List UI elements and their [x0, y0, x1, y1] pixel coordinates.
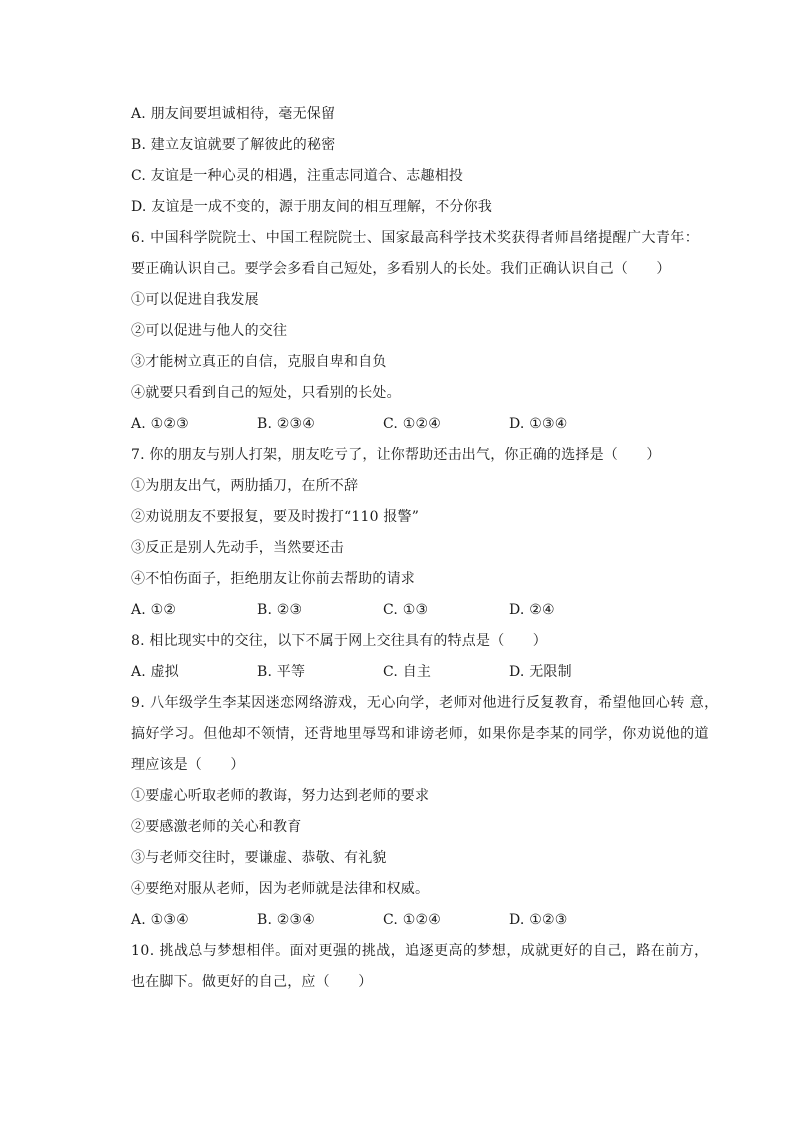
q7-choices: [131, 595, 714, 626]
q6-choice-b: B. ②③④: [257, 416, 316, 432]
q7-statement-1: ①为朋友出气，两肋插刀，在所不辞: [131, 478, 359, 494]
question-10: [131, 936, 714, 998]
q7-statement-2: ②劝说朋友不要报复，要及时拨打“110 报警”: [131, 509, 420, 525]
q8-choice-c: C. 自主: [383, 664, 432, 680]
q6-statement-3: ③才能树立真正的自信，克服自卑和自负: [131, 354, 387, 370]
q9-stem-line-2: 搞好学习。但他却不领情，还背地里辱骂和诽谤老师，如果你是李某的同学，你劝说他的道: [131, 726, 709, 742]
q9-choice-d: D. ①②③: [509, 912, 568, 928]
q5-option-a: A. 朋友间要坦诚相待，毫无保留: [131, 106, 336, 122]
q6-statement-1: ①可以促进自我发展: [131, 292, 259, 308]
q5-option-c: C. 友谊是一种心灵的相遇，注重志同道合、志趣相投: [131, 168, 464, 184]
q8-choices: [131, 657, 714, 688]
q6-statement-2: ②可以促进与他人的交往: [131, 323, 288, 339]
q9-statement-1: ①要虚心听取老师的教诲，努力达到老师的要求: [131, 788, 430, 804]
q6-stem-line-2: 要正确认识自己。要学会多看自己短处，多看别人的长处。我们正确认识自己（ ）: [131, 261, 671, 277]
q7-stem-line-1: 7. 你的朋友与别人打架，朋友吃亏了，让你帮助还击出气，你正确的选择是（ ）: [131, 447, 661, 463]
q10-stem-line-2: 也在脚下。做更好的自己，应（ ）: [131, 974, 373, 990]
q7-choice-b: B. ②③: [257, 602, 303, 618]
q9-stem-line-1: 9. 八年级学生李某因迷恋网络游戏，无心向学，老师对他进行反复教育，希望他回心转 意，: [131, 695, 719, 711]
question-7: [131, 440, 714, 626]
q6-choices: [131, 409, 714, 440]
q8-stem-line-1: 8. 相比现实中的交往，以下不属于网上交往具有的特点是（ ）: [131, 633, 548, 649]
q9-statement-2: ②要感激老师的关心和教育: [131, 819, 302, 835]
q6-choice-c: C. ①②④: [383, 416, 441, 432]
q7-choice-c: C. ①③: [383, 602, 429, 618]
q6-choice-d: D. ①③④: [509, 416, 568, 432]
question-8: [131, 626, 714, 688]
q7-statement-4: ④不怕伤面子，拒绝朋友让你前去帮助的请求: [131, 571, 415, 587]
q8-choice-d: D. 无限制: [509, 664, 572, 680]
q5-option-d: D. 友谊是一成不变的，源于朋友间的相互理解，不分你我: [131, 199, 493, 215]
q9-statement-4: ④要绝对服从老师，因为老师就是法律和权威。: [131, 881, 430, 897]
q8-choice-a: A. 虚拟: [131, 664, 180, 680]
q9-choice-a: A. ①③④: [131, 912, 189, 928]
q9-stem-line-3: 理应该是（ ）: [131, 757, 245, 773]
question-9: [131, 688, 719, 936]
q9-choice-c: C. ①②④: [383, 912, 441, 928]
q9-choices: [131, 905, 714, 936]
q8-choice-b: B. 平等: [257, 664, 306, 680]
q7-choice-d: D. ②④: [509, 602, 555, 618]
q9-choice-b: B. ②③④: [257, 912, 316, 928]
q7-choice-a: A. ①②: [131, 602, 177, 618]
q9-statement-3: ③与老师交往时，要谦虚、恭敬、有礼貌: [131, 850, 387, 866]
q10-stem-line-1: 10. 挑战总与梦想相伴。面对更强的挑战，追逐更高的梦想，成就更好的自己，路在前方，: [131, 943, 709, 959]
question-6: [131, 223, 714, 440]
q6-choice-a: A. ①②③: [131, 416, 189, 432]
question-5-options: [131, 99, 714, 223]
q6-stem-line-1: 6. 中国科学院院士、中国工程院院士、国家最高科学技术奖获得者师昌绪提醒广大青年：: [131, 230, 700, 246]
q6-statement-4: ④就要只看到自己的短处，只看别的长处。: [131, 385, 401, 401]
q7-statement-3: ③反正是别人先动手，当然要还击: [131, 540, 344, 556]
q5-option-b: B. 建立友谊就要了解彼此的秘密: [131, 137, 336, 153]
